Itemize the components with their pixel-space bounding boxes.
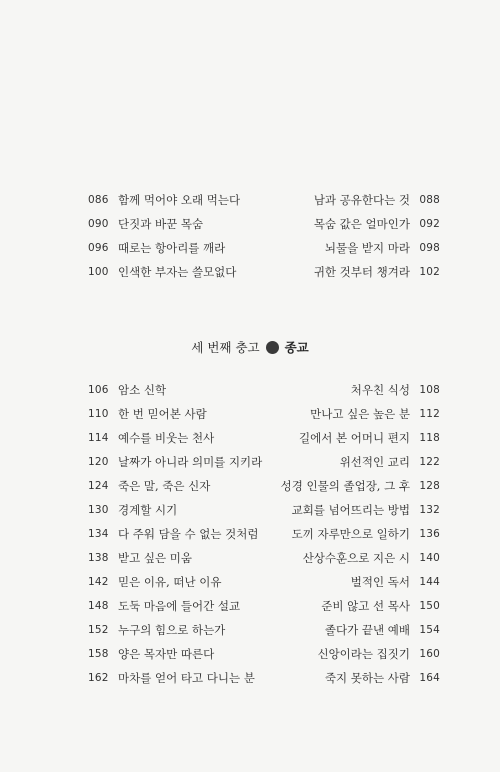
toc-right-page-number: 092 (419, 218, 440, 230)
toc-right-page-number: 102 (419, 266, 440, 278)
toc-row (88, 594, 440, 618)
toc-row (88, 402, 440, 426)
toc-left-page-number: 152 (88, 624, 109, 636)
toc-right-page-number: 088 (419, 194, 440, 206)
toc-left-page-number: 096 (88, 242, 109, 254)
toc-row (88, 188, 440, 212)
section-badge-icon (266, 341, 279, 354)
toc-row (88, 498, 440, 522)
toc-right-page-number: 118 (419, 432, 440, 444)
toc-right-title: 준비 않고 선 목사 (321, 599, 410, 613)
toc-left-page-number: 148 (88, 600, 109, 612)
section-heading-prefix: 세 번째 충고 (191, 340, 260, 355)
toc-right-page-number: 136 (419, 528, 440, 540)
toc-row (88, 236, 440, 260)
toc-left-title: 도둑 마음에 들어간 설교 (118, 599, 241, 613)
toc-right-page-number: 108 (419, 384, 440, 396)
toc-right-title: 교회를 넘어뜨리는 방법 (291, 503, 410, 517)
toc-right-title: 위선적인 교리 (339, 455, 410, 469)
toc-left-page-number: 130 (88, 504, 109, 516)
toc-left-title: 암소 신학 (118, 383, 167, 397)
toc-right-page-number: 128 (419, 480, 440, 492)
toc-left-title: 예수를 비웃는 천사 (118, 431, 215, 445)
toc-left-title: 죽은 말, 죽은 신자 (118, 479, 211, 493)
toc-left-title: 단짓과 바꾼 목숨 (118, 217, 204, 231)
toc-row (88, 450, 440, 474)
toc-left-page-number: 086 (88, 194, 109, 206)
toc-row (88, 212, 440, 236)
toc-right-page-number: 144 (419, 576, 440, 588)
toc-right-title: 처우친 식성 (350, 383, 410, 397)
toc-right-page-number: 150 (419, 600, 440, 612)
section-heading (0, 338, 500, 358)
toc-row (88, 546, 440, 570)
toc-row (88, 570, 440, 594)
toc-right-title: 도끼 자루만으로 일하기 (291, 527, 410, 541)
toc-right-title: 귀한 것부터 챙겨라 (313, 265, 410, 279)
toc-row (88, 474, 440, 498)
toc-left-page-number: 090 (88, 218, 109, 230)
toc-left-title: 함께 먹어야 오래 먹는다 (118, 193, 241, 207)
toc-right-page-number: 160 (419, 648, 440, 660)
toc-left-title: 한 번 믿어본 사람 (118, 407, 207, 421)
toc-left-page-number: 100 (88, 266, 109, 278)
toc-left-title: 마차를 얻어 타고 다니는 분 (118, 671, 255, 685)
toc-row (88, 522, 440, 546)
toc-left-title: 받고 싶은 미움 (118, 551, 192, 565)
toc-left-page-number: 138 (88, 552, 109, 564)
toc-left-page-number: 124 (88, 480, 109, 492)
toc-right-page-number: 112 (419, 408, 440, 420)
toc-left-page-number: 134 (88, 528, 109, 540)
toc-left-page-number: 110 (88, 408, 109, 420)
toc-right-title: 길에서 본 어머니 편지 (299, 431, 410, 445)
toc-left-title: 누구의 힘으로 하는가 (118, 623, 226, 637)
toc-row (88, 666, 440, 690)
toc-left-page-number: 158 (88, 648, 109, 660)
toc-left-title: 다 주워 담을 수 없는 것처럼 (118, 527, 259, 541)
toc-right-page-number: 140 (419, 552, 440, 564)
toc-left-page-number: 114 (88, 432, 109, 444)
toc-right-page-number: 154 (419, 624, 440, 636)
toc-left-page-number: 120 (88, 456, 109, 468)
toc-right-title: 신앙이라는 집짓기 (317, 647, 410, 661)
toc-row (88, 426, 440, 450)
toc-right-title: 만나고 싶은 높은 분 (310, 407, 410, 421)
toc-left-page-number: 162 (88, 672, 109, 684)
toc-row (88, 642, 440, 666)
toc-left-title: 믿은 이유, 떠난 이유 (118, 575, 222, 589)
toc-right-title: 뇌물을 받지 마라 (324, 241, 410, 255)
toc-right-page-number: 164 (419, 672, 440, 684)
toc-row (88, 260, 440, 284)
toc-right-title: 목숨 값은 얼마인가 (313, 217, 410, 231)
toc-right-title: 졸다가 끝낸 예배 (324, 623, 410, 637)
toc-left-page-number: 106 (88, 384, 109, 396)
toc-right-page-number: 132 (419, 504, 440, 516)
toc-left-title: 인색한 부자는 쓸모없다 (118, 265, 237, 279)
toc-row (88, 618, 440, 642)
toc-right-page-number: 122 (419, 456, 440, 468)
toc-left-title: 때로는 항아리를 깨라 (118, 241, 226, 255)
toc-right-title: 죽지 못하는 사람 (324, 671, 410, 685)
toc-right-title: 성경 인물의 졸업장, 그 후 (280, 479, 410, 493)
toc-right-title: 벌적인 독서 (350, 575, 410, 589)
section-heading-title: 종교 (284, 340, 309, 355)
toc-block-2 (88, 378, 440, 690)
toc-right-page-number: 098 (419, 242, 440, 254)
toc-right-title: 산상수훈으로 지은 시 (302, 551, 410, 565)
toc-left-title: 경계할 시기 (118, 503, 178, 517)
toc-left-page-number: 142 (88, 576, 109, 588)
toc-left-title: 양은 목자만 따른다 (118, 647, 215, 661)
toc-right-title: 남과 공유한다는 것 (313, 193, 410, 207)
toc-row (88, 378, 440, 402)
toc-block-1 (88, 188, 440, 284)
toc-left-title: 날짜가 아니라 의미를 지키라 (118, 455, 263, 469)
